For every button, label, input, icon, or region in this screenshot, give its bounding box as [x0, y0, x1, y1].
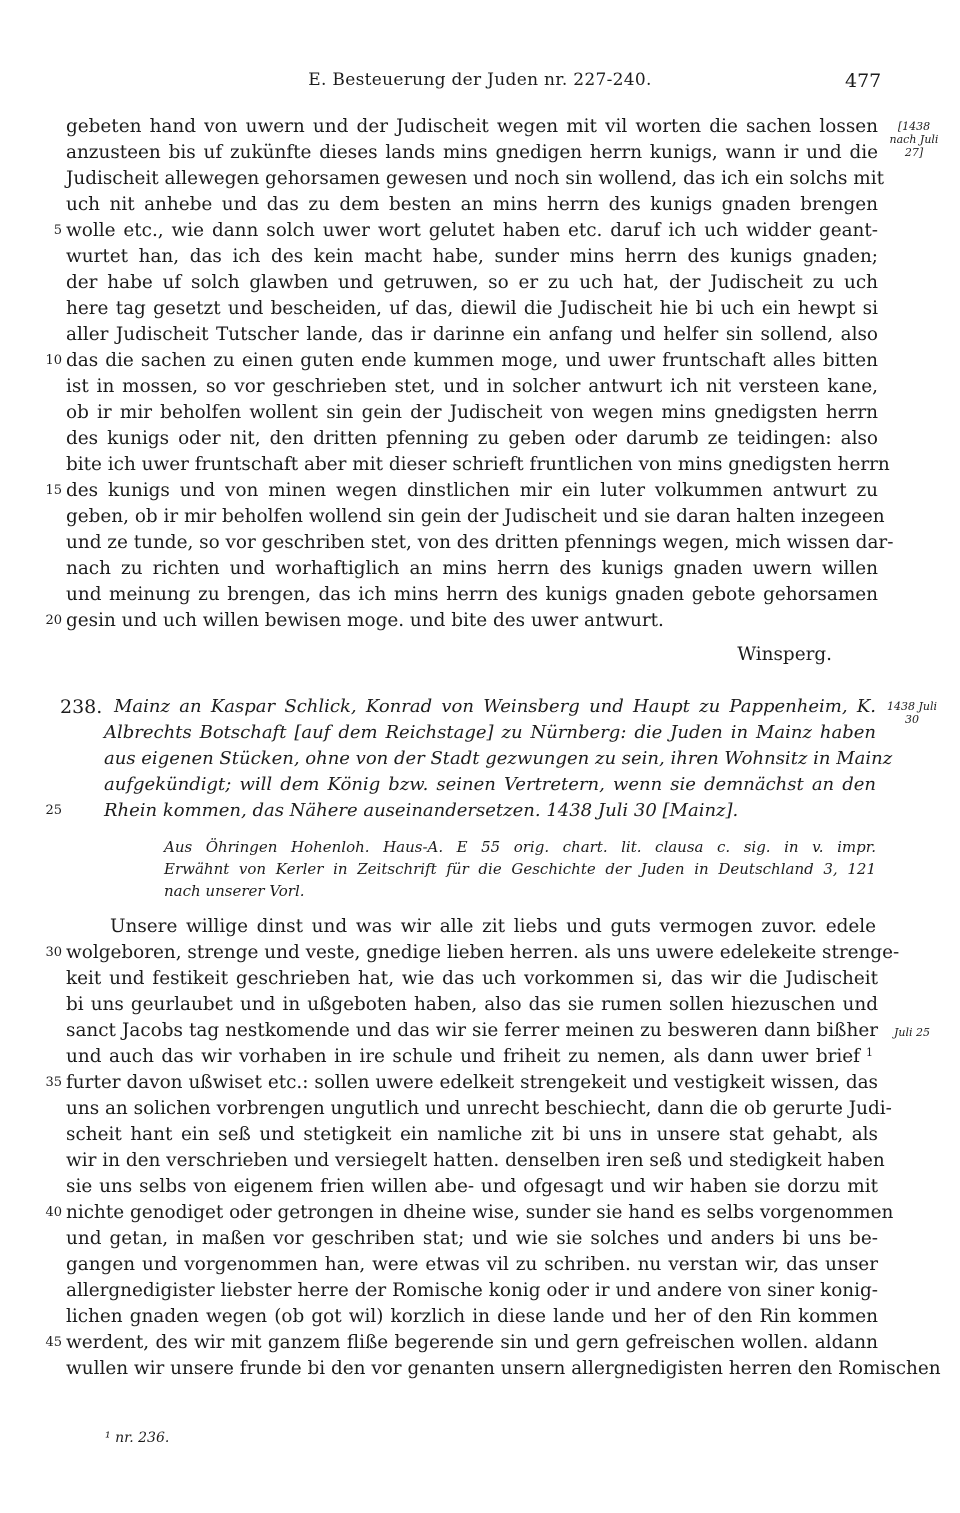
- signature: Winsperg.: [737, 644, 832, 665]
- text-line: gesin und uch willen bewisen moge. und bite des uwer antwurt.: [66, 610, 664, 631]
- line-number: 30: [45, 945, 62, 960]
- regest-line: Albrechts Botschaft [auf dem Reichstage] zu Nürnberg: die Juden in Mainz haben: [104, 722, 876, 743]
- text-line: sanct Jacobs tag nestkomende und das wir sie ferrer meinen zu besweren dann bißher: [66, 1020, 878, 1041]
- regest-line: Mainz an Kaspar Schlick, Konrad von Weinsberg und Haupt zu Pappenheim, K.: [114, 696, 876, 717]
- regest-line: aus eigenen Stücken, ohne von der Stadt gezwungen zu sein, ihren Wohnsitz in Mainz: [104, 748, 893, 769]
- text-line: lichen gnaden wegen (ob got wil) korzlich in diese lande und her of den Rin kommen: [66, 1306, 878, 1327]
- source-line: Erwähnt von Kerler in Zeitschrift für die Geschichte der Juden in Deutschland 3, 121: [164, 860, 876, 878]
- margin-date-note: 1438 Juli 30: [886, 700, 938, 726]
- footnote: ¹ nr. 236.: [105, 1430, 170, 1446]
- text-line: und auch das wir vorhaben in ire schule und friheit zu nemen, als dann uwer brief: [66, 1046, 860, 1067]
- text-line: bite ich uwer fruntschaft aber mit dieser schrieft fruntlichen von mins gnedigsten herrn: [66, 454, 890, 475]
- text-line: und meinung zu brengen, das ich mins herrn des kunigs gnaden gebote gehorsamen: [66, 584, 878, 605]
- footnote-reference: 1: [866, 1046, 873, 1059]
- text-line: scheit hant ein seß und stetigkeit ein namliche zit bi uns in unsere stat gehabt, als: [66, 1124, 878, 1145]
- text-line: das die sachen zu einen guten ende kummen moge, und uwer fruntschaft alles bitten: [66, 350, 878, 371]
- text-line: der habe uf solch glawben und getruwen, so er zu uch hat, der Judischeit zu uch: [66, 272, 878, 293]
- page-number: 477: [845, 70, 882, 92]
- text-line: Unsere willige dinst und was wir alle zit liebs und guts vermogen zuvor. edele: [110, 916, 876, 937]
- text-line: des kunigs und von minen wegen dinstlichen mir ein luter volkummen antwurt zu: [66, 480, 878, 501]
- text-line: werdent, des wir mit ganzem fliße begerende sin und gern gefreischen wollen. aldann: [66, 1332, 878, 1353]
- text-line: wir in den verschrieben und versiegelt hatten. denselben iren seß und stedigkeit haben: [66, 1150, 885, 1171]
- text-line: aller Judischeit Tutscher lande, das ir darinne ein anfang und helfer sin sollend, also: [66, 324, 878, 345]
- text-line: keit und festikeit geschrieben hat, wie das uch vorkommen si, das wir die Judischeit: [66, 968, 878, 989]
- text-line: bi uns geurlaubet und in ußgeboten haben, also das sie rumen sollen hiezuschen und: [66, 994, 878, 1015]
- margin-date-note: Juli 25: [893, 1026, 931, 1039]
- text-line: uns an solichen vorbrengen ungutlich und unrecht beschiecht, dann die ob gerurte Judi-: [66, 1098, 892, 1119]
- text-line: wolle etc., wie dann solch uwer wort gelutet haben etc. daruf ich uch widder geant-: [66, 220, 878, 241]
- text-line: gebeten hand von uwern und der Judischeit wegen mit vil worten die sachen lossen: [66, 116, 878, 137]
- text-line: geben, ob ir mir beholfen wollend sin gein der Judischeit und sie daran halten inzegeen: [66, 506, 885, 527]
- text-line: furter davon ußwiset etc.: sollen uwere edelkeit strengekeit und vestigkeit wissen, das: [66, 1072, 878, 1093]
- text-line: Judischeit allewegen gehorsamen gewesen und noch sin wollend, das ich ein solchs mit: [66, 168, 884, 189]
- line-number: 20: [45, 613, 62, 628]
- text-line: und getan, in maßen vor geschriben stat; und wie sie solches und anders bi uns be-: [66, 1228, 878, 1249]
- line-number: 40: [45, 1205, 62, 1220]
- source-line: nach unserer Vorl.: [164, 882, 305, 900]
- text-line: wurtet han, das ich des kein macht habe, sunder mins herrn des kunigs gnaden;: [66, 246, 878, 267]
- text-line: ist in mossen, so vor geschrieben stet, und in solcher antwurt ich nit versteen kane,: [66, 376, 878, 397]
- text-line: wullen wir unsere frunde bi den vor genanten unsern allergnedigisten herren den Romischen: [66, 1358, 941, 1379]
- text-line: uch nit anhebe und das zu dem besten an mins herrn des kunigs gnaden brengen: [66, 194, 878, 215]
- source-line: Aus Öhringen Hohenloh. Haus-A. E 55 orig. chart. lit. clausa c. sig. in v. impr.: [164, 838, 876, 856]
- line-number: 45: [45, 1335, 62, 1350]
- line-number: 10: [45, 353, 62, 368]
- text-line: des kunigs oder nit, den dritten pfenning zu geben oder darumb ze teidingen: also: [66, 428, 878, 449]
- text-line: nach zu richten und worhaftiglich an mins herrn des kunigs gnaden uwern willen: [66, 558, 878, 579]
- line-number: 5: [53, 223, 62, 238]
- text-line: anzusteen bis uf zukünfte dieses lands mins gnedigen herrn kunigs, wann ir und die: [66, 142, 878, 163]
- regest-line: Rhein kommen, das Nähere auseinandersetzen. 1438 Juli 30 [Mainz].: [104, 800, 739, 821]
- line-number: 15: [45, 483, 62, 498]
- text-line: sie uns selbs von eigenem frien willen abe- und ofgesagt und wir haben sie dorzu mit: [66, 1176, 878, 1197]
- text-line: allergnedigister liebster herre der Romische konig oder ir und andere von siner konig-: [66, 1280, 878, 1301]
- line-number: 35: [45, 1075, 62, 1090]
- text-line: gangen und vorgenommen han, were etwas vil zu schriben. nu verstan wir, das unser: [66, 1254, 878, 1275]
- running-title: E. Besteuerung der Juden nr. 227-240.: [308, 70, 652, 90]
- text-line: ob ir mir beholfen wollent sin gein der Judischeit von wegen mins gnedigsten herrn: [66, 402, 878, 423]
- text-line: here tag gesetzt und bescheiden, uf das, diewil die Judischeit hie bi uch ein hewpt si: [66, 298, 878, 319]
- text-line: nichte genodiget oder getrongen in dheine wise, sunder sie hand es selbs vorgenommen: [66, 1202, 894, 1223]
- regest-line: aufgekündigt; will dem König bzw. seinen Vertretern, wenn sie demnächst an den: [104, 774, 876, 795]
- document-number: 238.: [60, 696, 103, 718]
- line-number: 25: [45, 803, 62, 818]
- text-line: wolgeboren, strenge und veste, gnedige lieben herren. als uns uwere edelekeite strenge-: [66, 942, 900, 963]
- margin-date-note: [1438 nach Juli 27]: [889, 120, 939, 159]
- text-line: und ze tunde, so vor geschriben stet, von des dritten pfennings wegen, mich wissen dar-: [66, 532, 894, 553]
